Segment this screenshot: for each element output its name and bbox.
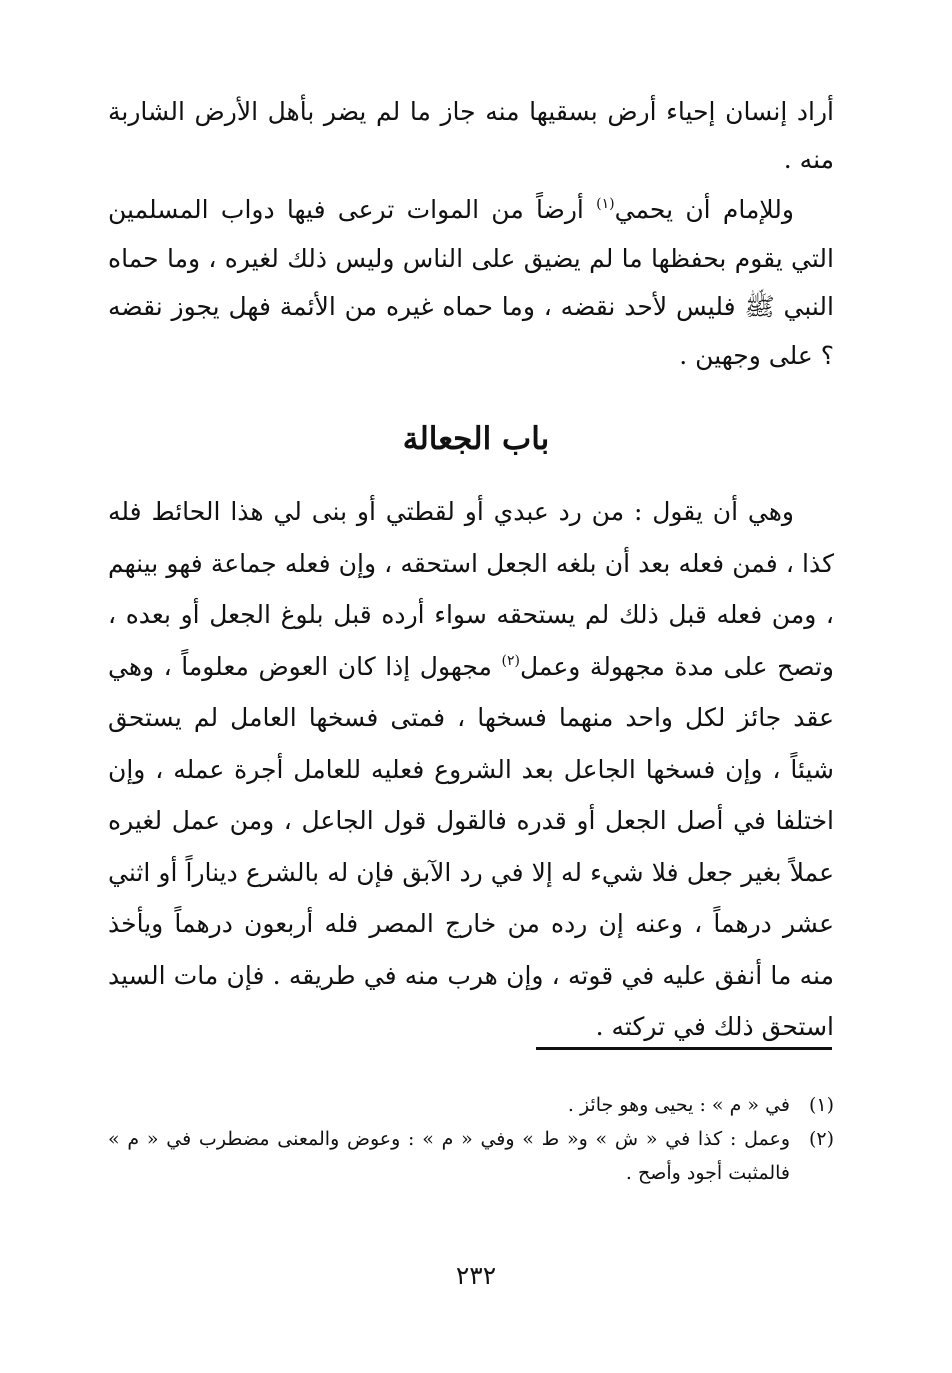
footnote-item	[108, 1088, 834, 1122]
page-number: ٢٣٢	[455, 1261, 497, 1290]
paragraph-continuation	[108, 88, 834, 184]
footnote-reference-1: (١)	[596, 196, 615, 212]
paragraph-text-start: وللإمام أن يحمي	[614, 195, 794, 224]
chapter-heading: باب الجعالة	[402, 421, 550, 457]
footnote-number: (١)	[808, 1094, 834, 1116]
footnote-text: في « م » : يحيى وهو جائز .	[567, 1094, 790, 1116]
paragraph-hima	[108, 186, 834, 380]
footnote-number: (٢)	[808, 1128, 834, 1150]
paragraph-text: أراد إنسان إحياء أرض بسقيها منه جاز ما لم يضر بأهل الأرض الشاربة منه .	[108, 97, 834, 174]
paragraph-text	[108, 186, 834, 380]
footnote-divider	[536, 1047, 832, 1050]
paragraph-jiala	[108, 486, 834, 1053]
paragraph-text-end: أرضاً من الموات ترعى فيها دواب المسلمين التي يقوم بحفظها ما لم يضيق على الناس وليس ذلك لغيره ، وما حماه النبي ﷺ فليس لأحد نقضه ، وما حماه غيره من الأئمة فهل يجوز نقضه ؟ على وجهين .	[108, 195, 835, 370]
paragraph-text-start: وهي أن يقول : من رد عبدي أو لقطتي أو بنى لي هذا الحائط فله كذا ، فمن فعله بعد أن بلغه الجعل استحقه ، وإن فعله جماعة فهو بينهم ، ومن فعله قبل ذلك لم يستحقه سواء أرده قبل بلوغ الجعل أو بعده ، وتصح على مدة مجهولة وعمل	[108, 497, 834, 681]
footnote-reference-2: (٢)	[501, 652, 520, 669]
paragraph-text-end: مجهول إذا كان العوض معلوماً ، وهي عقد جائز لكل واحد منهما فسخها ، فمتى فسخها العامل لم يستحق شيئاً ، وإن فسخها الجاعل بعد الشروع فعليه للعامل أجرة عمله ، وإن اختلفا في أصل الجعل أو قدره فالقول قول الجاعل ، ومن عمل لغيره عملاً بغير جعل فلا شيء له إلا في رد الآبق فإن له بالشرع ديناراً أو اثني عشر درهماً ، وعنه إن رده من خارج المصر فله أربعون درهماً ويأخذ منه ما أنفق عليه في قوته ، وإن هرب منه في طريقه . فإن مات السيد استحق ذلك في تركته .	[108, 651, 834, 1041]
footnote-text: وعمل : كذا في « ش » و« ط » وفي « م » : وعوض والمعنى مضطرب في « م » فالمثبت أجود وأصح .	[108, 1128, 790, 1184]
footnotes	[108, 1088, 834, 1190]
footnote-item	[108, 1122, 834, 1190]
paragraph-text	[108, 486, 834, 1053]
